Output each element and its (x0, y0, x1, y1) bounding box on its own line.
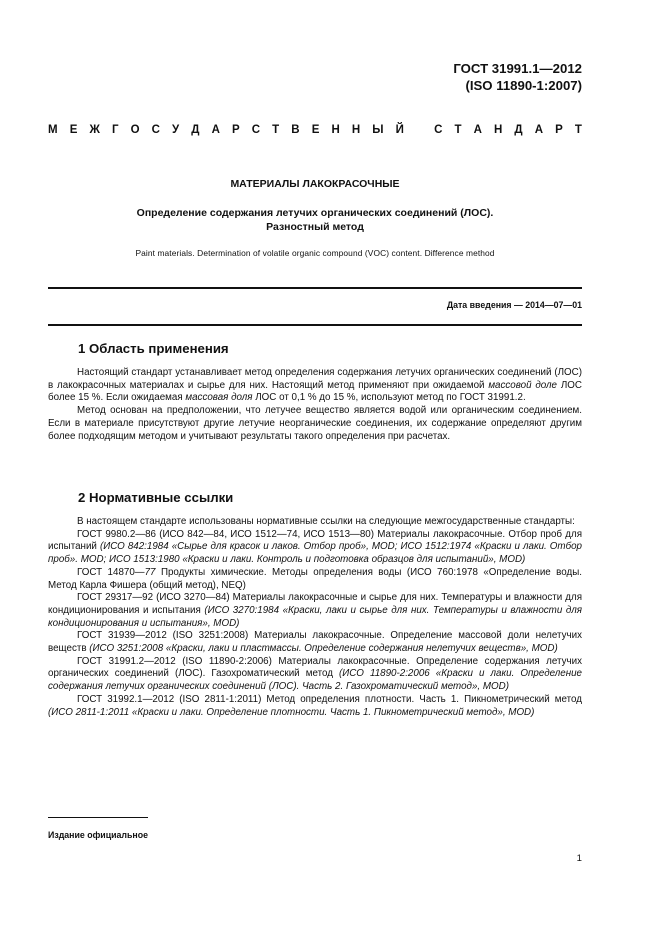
reference-item: ГОСТ 31992.1—2012 (ISO 2811-1:2011) Метод определения плотности. Часть 1. Пикнометрический метод (ИСО 2811-1:2011 «Краски и лаки. Определение плотности. Часть 1. Пикнометрический метод», MOD) (48, 693, 582, 718)
heading-letter: А (211, 124, 220, 136)
heading-letter: Ы (372, 124, 384, 136)
heading-letter: В (291, 124, 300, 136)
heading-letter: Е (69, 124, 78, 136)
heading-letter: С (251, 124, 261, 136)
reference-item: ГОСТ 14870—77 Продукты химические. Методы определения воды (ИСО 760:1978 «Определение воды. Метод Карла Фишера (общий метод), NEQ) (48, 566, 582, 591)
page-number: 1 (576, 853, 582, 864)
subtitle-line-2: Разностный метод (266, 220, 364, 233)
reference-item: ГОСТ 9980.2—86 (ИСО 842—84, ИСО 1512—74, ИСО 1513—80) Материалы лакокрасочные. Отбор проб для испытаний (ИСО 842:1984 «Сырье для красок и лаков. Отбор проб», MOD; ИСО 1512:1974 «Краски и лаки. Отбор проб». MOD; ИСО 1513:1980 «Краски и лаки. Контроль и подготовка образцов для испытаний», MOD) (48, 528, 582, 566)
heading-letter: Т (454, 124, 462, 136)
heading-letter: Д (514, 124, 523, 136)
heading-letter: А (473, 124, 482, 136)
heading-letter: А (534, 124, 544, 136)
paragraph: Настоящий стандарт устанавливает метод определения содержания летучих органических соединений (ЛОС) в лакокрасочных материалах и сырье для них. Настоящий метод применяют при ожидаемой массовой доле ЛОС более 15 %. Если ожидаемая массовая доля ЛОС от 0,1 % до 15 %, используют метод по ГОСТ 31991.2. (48, 367, 582, 404)
section-normative-references (48, 490, 582, 719)
iso-code: (ISO 11890-1:2007) (465, 78, 582, 93)
heading-letter: Т (272, 124, 280, 136)
heading-letter: Е (311, 124, 320, 136)
standard-designation (453, 60, 582, 94)
heading-gap (416, 124, 422, 136)
heading-letter: О (130, 124, 140, 136)
effective-date: Дата введения — 2014—07—01 (446, 300, 582, 310)
heading-letter: Р (555, 124, 563, 136)
standard-code: ГОСТ 31991.1—2012 (453, 61, 582, 76)
heading-letter: М (48, 124, 58, 136)
date-divider (48, 324, 582, 326)
document-title: МАТЕРИАЛЫ ЛАКОКРАСОЧНЫЕ (230, 178, 400, 190)
heading-letter: Н (331, 124, 340, 136)
english-title: Paint materials. Determination of volatile organic compound (VOC) content. Difference method (135, 248, 495, 258)
heading-letter: Й (395, 124, 404, 136)
heading-letter: Р (231, 124, 240, 136)
interstate-standard-heading (48, 124, 582, 136)
title-divider (48, 287, 582, 289)
reference-item: ГОСТ 29317—92 (ИСО 3270—84) Материалы лакокрасочные и сырье для них. Температуры и влажности для кондиционирования и испытания (ИСО 3270:1984 «Краски, лаки и сырье для них. Температуры и влажности для кондиционирования и испытания», MOD) (48, 592, 582, 629)
reference-item: ГОСТ 31991.2—2012 (ISO 11890-2:2006) Материалы лакокрасочные. Определение содержания летучих органических соединений (ЛОС). Газохроматический метод (ИСО 11890-2:2006 «Краски и лаки. Определение содержания летучих органических соединений (ЛОС). Часть 2. Газохроматический метод», MOD) (48, 655, 582, 693)
heading-letter: С (434, 124, 443, 136)
heading-letter: Ж (89, 124, 100, 136)
heading-letter: С (151, 124, 160, 136)
heading-letter: Т (574, 124, 582, 136)
reference-item: ГОСТ 31939—2012 (ISO 3251:2008) Материалы лакокрасочные. Определение массовой доли нелетучих веществ (ИСО 3251:2008 «Краски, лаки и пластмассы. Определение содержания нелетучих веществ», MOD) (48, 630, 582, 655)
document-subtitle (48, 207, 582, 234)
heading-letter: У (172, 124, 180, 136)
heading-letter: Н (351, 124, 361, 136)
paragraph: В настоящем стандарте использованы нормативные ссылки на следующие межгосударственные стандарты: (77, 516, 575, 527)
paragraph: Метод основан на предположении, что летучее вещество является водой или органическим соединением. Если в материале присутствуют другие летучие неорганические соединения, их содержание определяют другим более подходящим методом и учитывают результаты такого определения при расчетах. (48, 405, 582, 442)
heading-letter: Г (111, 124, 119, 136)
footer-divider (48, 817, 148, 818)
section-heading: 1 Область применения (78, 341, 229, 356)
heading-letter: Н (494, 124, 503, 136)
section-scope (48, 341, 582, 443)
heading-letter: Д (191, 124, 200, 136)
subtitle-line-1: Определение содержания летучих органических соединений (ЛОС). (136, 207, 494, 219)
official-edition-label: Издание официальное (48, 830, 148, 840)
section-heading: 2 Нормативные ссылки (78, 490, 234, 505)
title-block (48, 178, 582, 259)
